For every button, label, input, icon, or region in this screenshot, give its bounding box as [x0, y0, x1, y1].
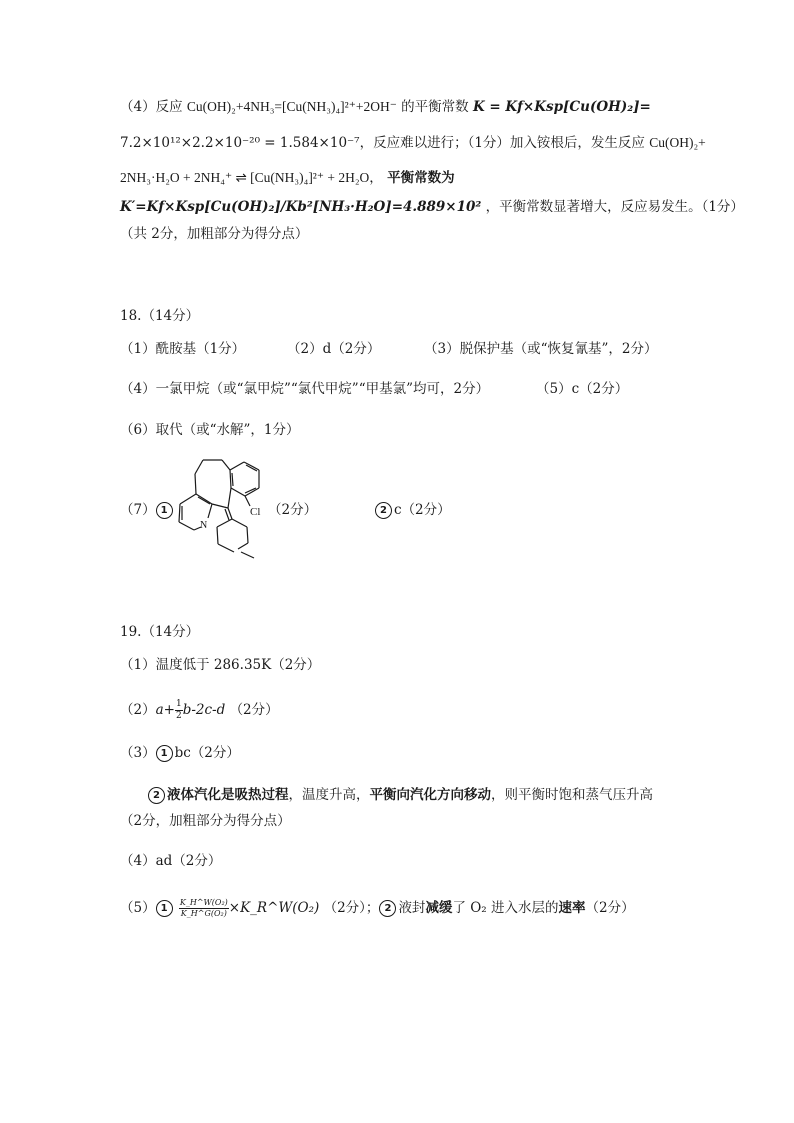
fraction-numerator: K_H^W(O₂) [179, 898, 228, 907]
q18-answer-5: （5）c（2分） [536, 381, 629, 397]
q18-answer-2: （2）d（2分） [287, 341, 381, 357]
q17-4-k-expression: K = Kf×Ksp[Cu(OH)₂]= [472, 99, 651, 115]
q19-answer-1: （1）温度低于 286.35K（2分） [120, 657, 321, 673]
q17-4-k-label: 平衡常数为 [387, 170, 455, 186]
circled-number-1: 1 [156, 900, 173, 917]
q18-7-2-text: c（2分） [394, 502, 451, 518]
q19-2-prefix: （2） [120, 702, 156, 718]
q17-4-line4 [120, 197, 744, 217]
q17-4-reaction-start: Cu(OH)₂+ [649, 135, 706, 150]
q17-4-note: （共 2分，加粗部分为得分点） [120, 226, 309, 242]
q19-5-multiplier: ×K_R^W(O₂) [228, 900, 320, 916]
q18-answer-3: （3）脱保护基（或“恢复氰基”，2分） [424, 341, 658, 357]
q19-5-score: （2分）； [323, 900, 380, 916]
q19-5-key-point-1: 减缓 [425, 900, 453, 916]
q19-3-2-mid: ，温度升高， [288, 787, 370, 803]
q17-4-line3 [120, 168, 455, 188]
q19-5-text-1: 液封 [398, 900, 426, 916]
q18-answer-1: （1）酰胺基（1分） [120, 341, 246, 357]
q19-3-2-key-point-1: 液体汽化是吸热过程 [167, 787, 289, 803]
q17-4-equation: Cu(OH)₂+4NH₃=[Cu(NH₃)₄]²⁺+2OH⁻ [186, 99, 397, 114]
circled-number-1: 1 [156, 502, 173, 519]
q19-answer-4: （4）ad（2分） [120, 853, 222, 869]
circled-number-1: 1 [156, 745, 173, 762]
q19-3-prefix: （3） [120, 745, 156, 761]
q19-2-score: （2分） [229, 702, 279, 718]
circled-number-2: 2 [148, 787, 165, 804]
q19-answer-2 [120, 699, 279, 722]
q19-header: 19.（14分） [120, 624, 200, 640]
fraction-denominator: K_H^G(O₂) [180, 909, 227, 918]
q19-5-prefix: （5） [120, 900, 156, 916]
q18-answer-4: （4）一氯甲烷（或“氯甲烷”“氯代甲烷”“甲基氯”均可，2分） [120, 381, 490, 397]
q19-3-1-text: bc（2分） [174, 745, 240, 761]
q19-3-2-key-point-2: 平衡向汽化方向移动 [369, 787, 491, 803]
q19-answer-3 [120, 743, 240, 763]
fraction-denominator: 2 [175, 711, 182, 721]
q17-4-conclusion: ，平衡常数显著增大，反应易发生。（1分） [485, 199, 744, 215]
q19-5-key-point-2: 速率 [558, 900, 586, 916]
q18-answer-7 [120, 500, 175, 520]
nitrogen-label: N [200, 520, 208, 531]
q19-answer-3-2 [148, 785, 653, 805]
q19-2-fraction [175, 699, 183, 722]
q19-answer-5 [120, 898, 635, 919]
q17-4-line2 [120, 133, 706, 153]
q19-2-expr-b: b-2c-d [182, 702, 226, 718]
circled-number-2: 2 [379, 900, 396, 917]
q18-7-prefix: （7） [120, 502, 156, 518]
q19-2-expr-a: a+ [155, 702, 175, 718]
fraction-numerator: 1 [175, 699, 182, 709]
q17-4-line1 [120, 97, 651, 117]
molecule-structure [170, 448, 280, 560]
q18-7-answer-2 [375, 500, 451, 520]
q19-5-score-2: （2分） [585, 900, 635, 916]
q19-3-2-note: （2分，加粗部分为得分点） [120, 813, 291, 829]
q17-4-suffix: 的平衡常数 [401, 99, 469, 115]
q17-4-ammonium-equation: 2NH₃·H₂O + 2NH₄⁺ ⇌ [Cu(NH₃)₄]²⁺ + 2H₂O， [120, 170, 383, 185]
q17-4-prefix: （4）反应 [120, 99, 183, 115]
chlorine-label: Cl [250, 506, 261, 518]
q19-5-text-2: 了 O₂ 进入水层的 [452, 900, 559, 916]
q17-4-k-prime-expression: K′=Kf×Ksp[Cu(OH)₂]/Kb²[NH₃·H₂O]=4.889×10² [120, 199, 482, 215]
q19-3-2-end: ，则平衡时饱和蒸气压升高 [491, 787, 653, 803]
circled-number-2: 2 [375, 502, 392, 519]
q17-4-calculation: 7.2×10¹²×2.2×10⁻²⁰ = 1.584×10⁻⁷，反应难以进行；（1分）加入铵根后，发生反应 [120, 135, 645, 151]
q18-answer-6: （6）取代（或“水解”，1分） [120, 422, 300, 438]
q18-7-score-1: （2分） [268, 502, 318, 518]
q19-5-fraction [179, 898, 229, 919]
q18-header: 18.（14分） [120, 308, 200, 324]
